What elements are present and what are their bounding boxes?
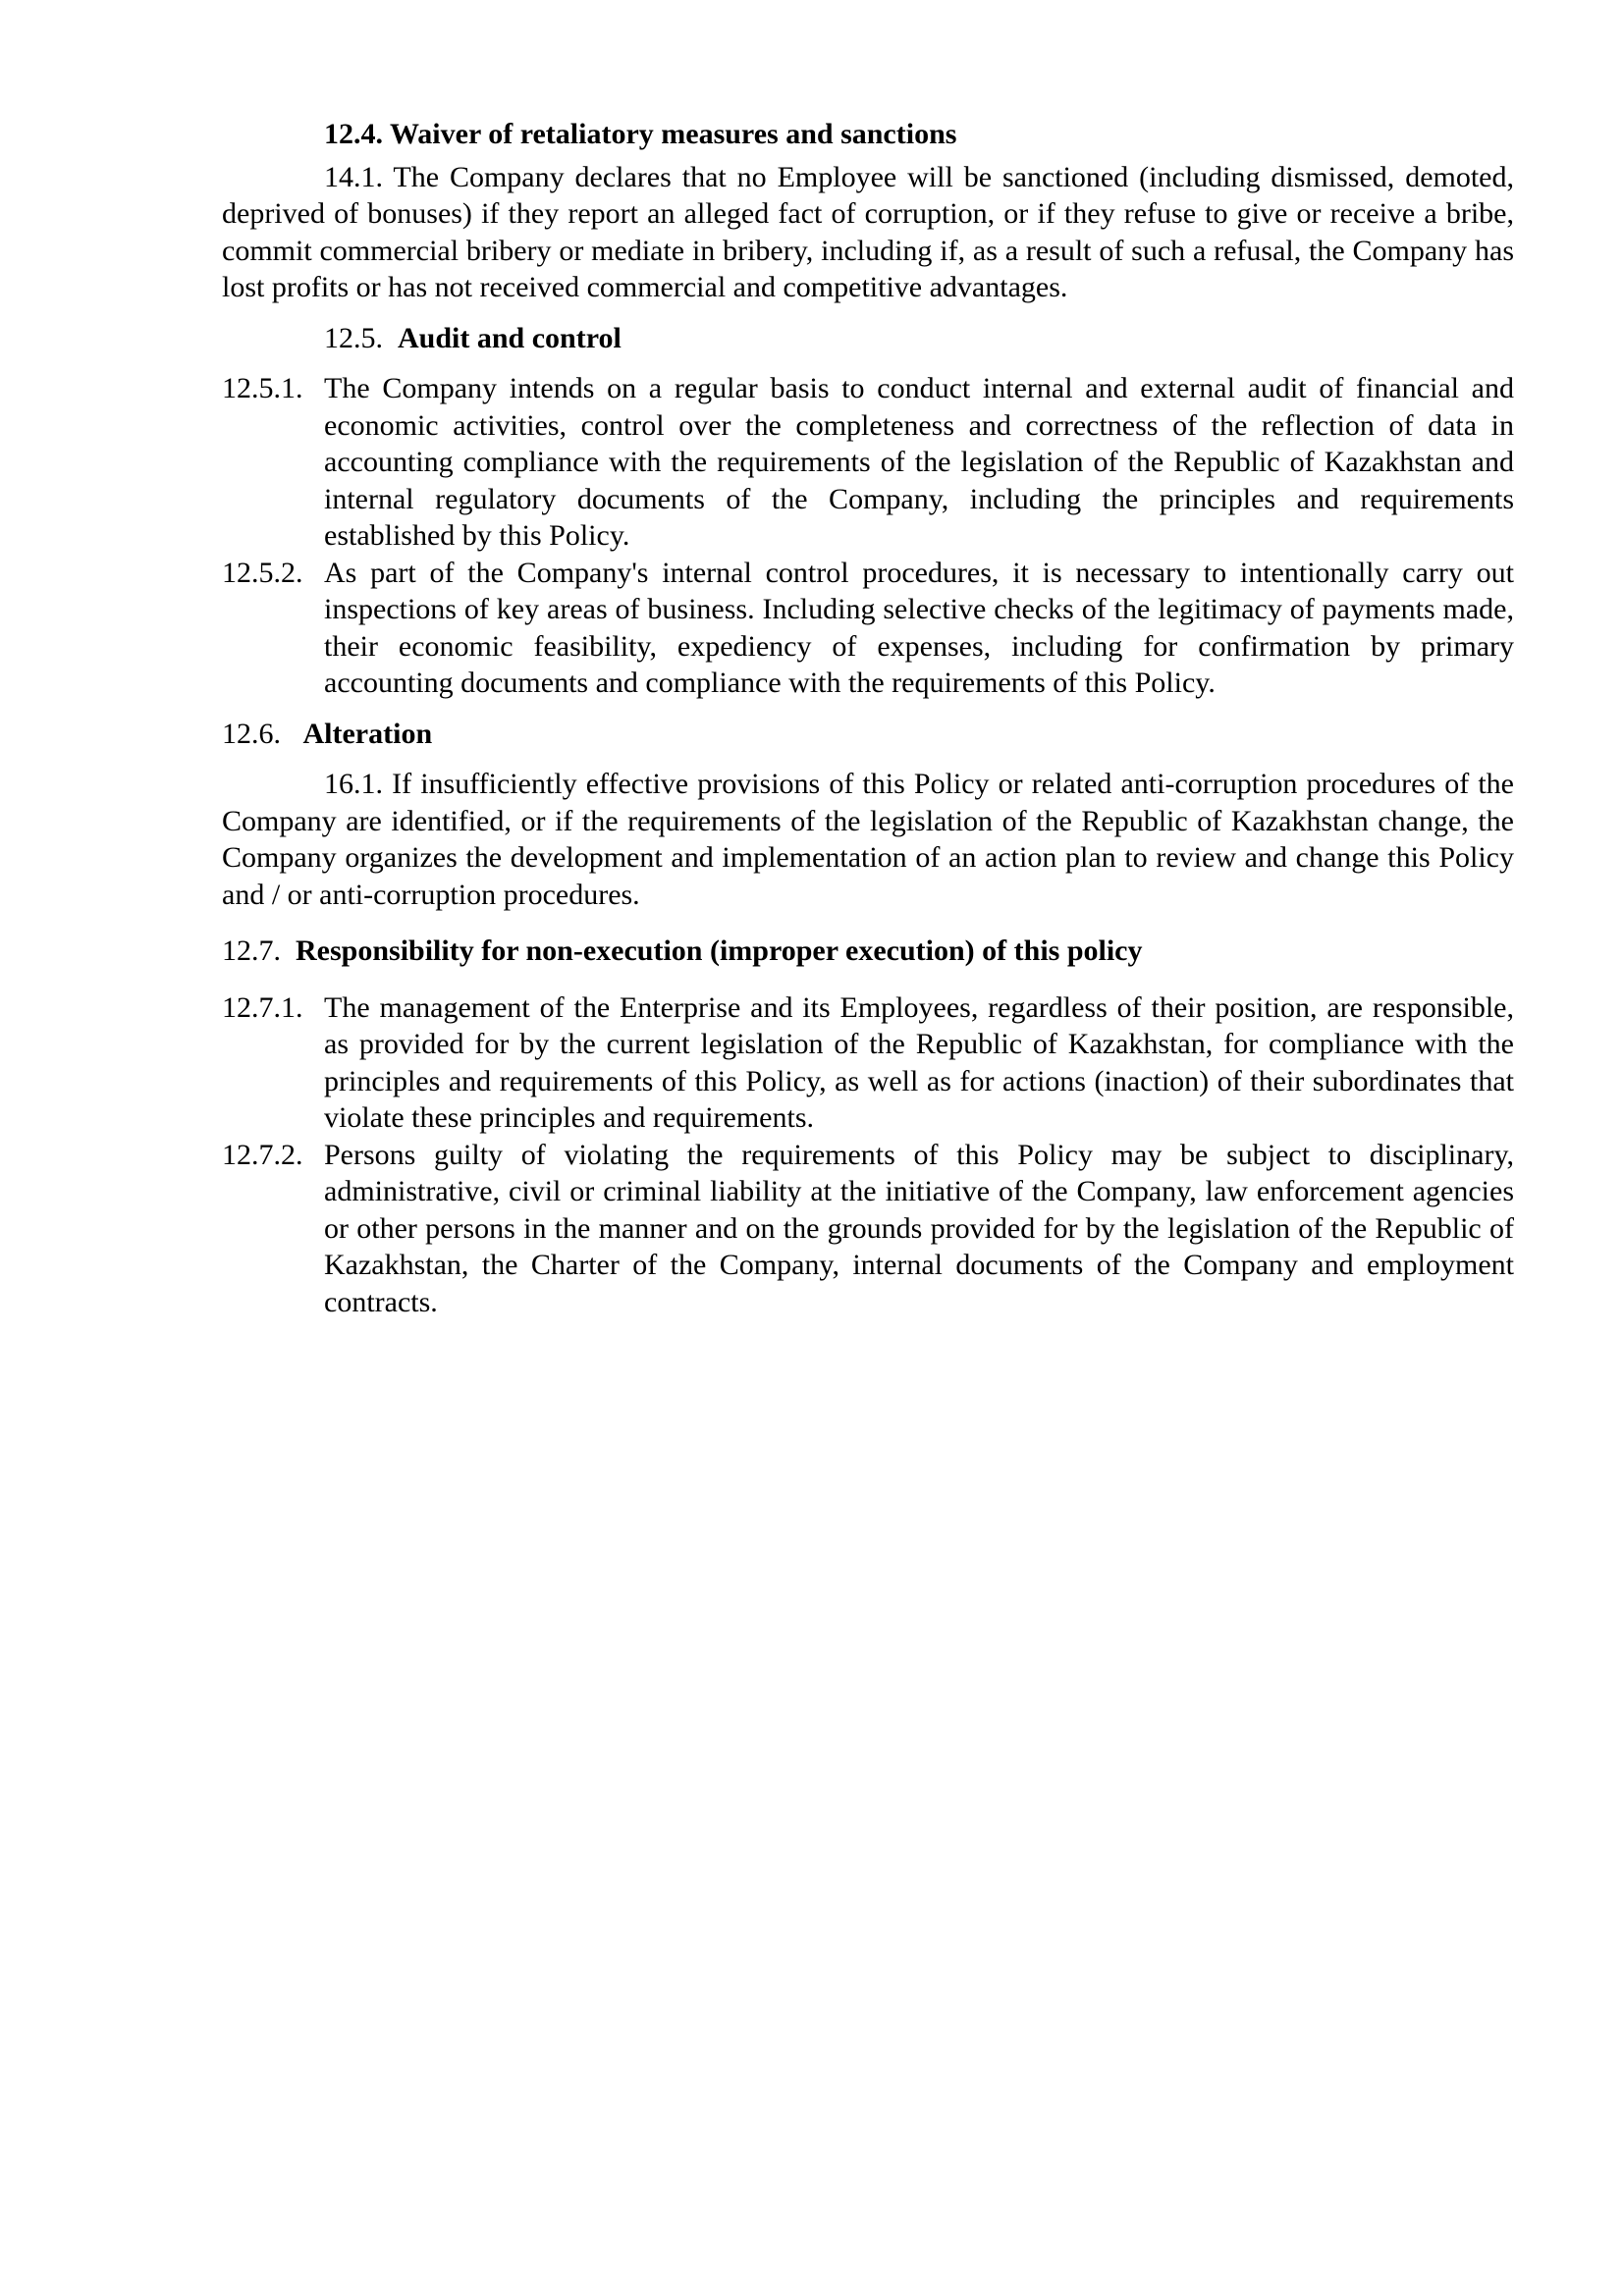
- paragraph-14-1: 14.1. The Company declares that no Employee will be sanctioned (including dismissed, demoted, deprived of bonuses) if they report an alleged fact of corruption, or if they refuse to give or receive a bribe, commit commercial bribery or mediate in bribery, including if, as a result of such a refusal, the Company has lost profits or has not received commercial and competitive advantages.: [222, 160, 1514, 303]
- item-text: Persons guilty of violating the requirements of this Policy may be subject to disciplinary, administrative, civil or criminal liability at the initiative of the Company, law enforcement agencies or other persons in the manner and on the grounds provided for by the legislation of the Republic of Kazakhstan, the Charter of the Company, internal documents of the Company and employment contracts.: [324, 1138, 1514, 1318]
- section-heading-12-5: [222, 320, 1514, 357]
- item-text: The management of the Enterprise and its Employees, regardless of their position, are responsible, as provided for by the current legislation of the Republic of Kazakhstan, for compliance with the principles and requirements of this Policy, as well as for actions (inaction) of their subordinates that violate these principles and requirements.: [324, 990, 1514, 1134]
- section-title: Alteration: [302, 717, 433, 750]
- section-heading-12-7: [222, 933, 1514, 970]
- section-number: 12.5.: [324, 321, 383, 354]
- section-number: 12.7.: [222, 934, 281, 967]
- item-text: The Company intends on a regular basis to conduct internal and external audit of financial and economic activities, control over the completeness and correctness of the reflection of data in accounting compliance with the requirements of the legislation of the Republic of Kazakhstan and internal regulatory documents of the Company, including the principles and requirements established by this Policy.: [324, 372, 1514, 552]
- paragraph-16-1: 16.1. If insufficiently effective provisions of this Policy or related anti-corruption procedures of the Company are identified, or if the requirements of the legislation of the Republic of Kazakhstan change, the Company organizes the development and implementation of an action plan to review and change this Policy and / or anti-corruption procedures.: [222, 768, 1514, 911]
- document-page: [222, 116, 1514, 1320]
- item-number: 12.7.2.: [222, 1138, 303, 1171]
- section-title: Responsibility for non-execution (improper execution) of this policy: [296, 934, 1143, 967]
- list-item-12-7-2: [222, 1137, 1514, 1321]
- list-item-12-5-2: [222, 555, 1514, 702]
- section-number: 12.6.: [222, 717, 281, 750]
- section-heading-12-4: 12.4. Waiver of retaliatory measures and sanctions: [324, 118, 957, 150]
- item-text: As part of the Company's internal control procedures, it is necessary to intentionally carry out inspections of key areas of business. Including selective checks of the legitimacy of payments made, their economic feasibility, expediency of expenses, including for confirmation by primary accounting documents and compliance with the requirements of this Policy.: [324, 556, 1514, 699]
- list-item-12-5-1: [222, 370, 1514, 555]
- item-number: 12.7.1.: [222, 990, 303, 1024]
- item-number: 12.5.1.: [222, 372, 303, 404]
- section-title: Audit and control: [398, 321, 622, 354]
- list-item-12-7-1: [222, 989, 1514, 1137]
- section-heading-12-6: [222, 716, 1514, 753]
- item-number: 12.5.2.: [222, 556, 303, 589]
